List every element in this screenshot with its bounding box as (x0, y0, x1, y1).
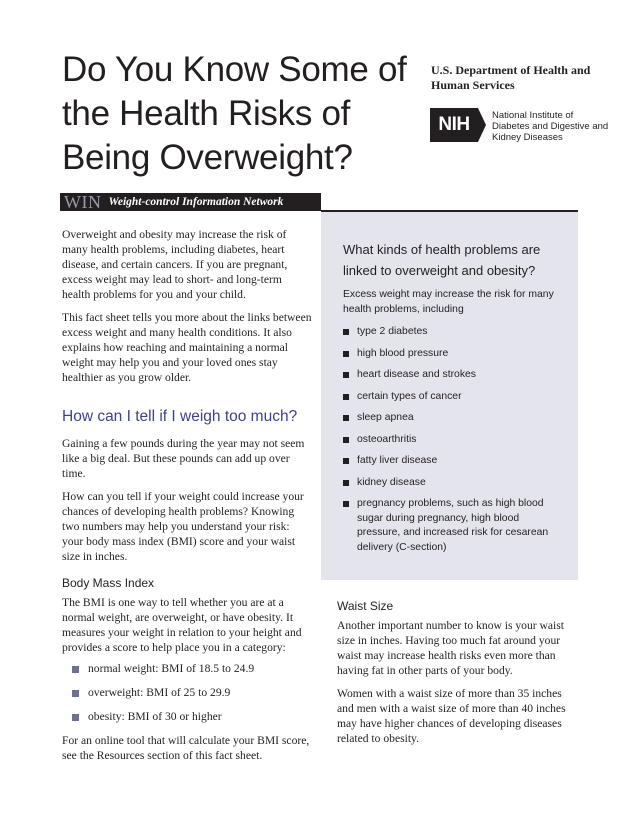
waist-paragraph-1: Another important number to know is your waist size in inches. Having too much fat around your waist may increase health risks even more than having fat in other parts of your body. (337, 619, 565, 677)
bmi-paragraph-2: For an online tool that will calculate your BMI score, see the Resources section of this fact sheet. (62, 734, 310, 762)
list-item: type 2 diabetes (343, 325, 558, 340)
intro-paragraph-1: Overweight and obesity may increase the risk of many health problems, including diabetes, heart disease, and certain cancers. If you are pregnant, excess weight may lead to short- and long-term health problems for you and your child. (62, 228, 288, 301)
list-item: heart disease and strokes (343, 368, 558, 383)
list-item: sleep apnea (343, 411, 558, 426)
list-item: pregnancy problems, such as high blood sugar during pregnancy, high blood pressure, and increased risk for cesarean delivery (C-section) (343, 497, 558, 555)
list-item: osteoarthritis (343, 433, 558, 448)
list-item: kidney disease (343, 476, 558, 491)
list-item: certain types of cancer (343, 390, 558, 405)
list-item: obesity: BMI of 30 or higher (72, 709, 312, 724)
list-item: high blood pressure (343, 347, 558, 362)
section-paragraph-1: Gaining a few pounds during the year may not seem like a big deal. But these pounds can add up over time. (62, 437, 305, 480)
right-column (337, 599, 577, 746)
waist-paragraph-2: Women with a waist size of more than 35 inches and men with a waist size of more than 40 inches may have higher chances of developing diseases related to obesity. (337, 687, 566, 745)
left-column (62, 227, 312, 763)
page-title: Do You Know Some of the Health Risks of Being Overweight? (62, 50, 407, 177)
department-name: U.S. Department of Health and Human Services (431, 63, 591, 92)
health-risk-list (343, 325, 558, 555)
win-logo: WIN (64, 192, 102, 212)
bmi-category-list (62, 661, 312, 724)
nih-logo: NIH (430, 108, 478, 142)
nih-institute-name: National Institute of Diabetes and Digestive and Kidney Diseases (492, 110, 609, 143)
box-title: What kinds of health problems are linked to overweight and obesity? (343, 242, 541, 278)
list-item: fatty liver disease (343, 454, 558, 469)
bmi-heading: Body Mass Index (62, 576, 155, 590)
win-banner (60, 193, 321, 211)
health-problems-box (321, 212, 578, 580)
box-intro: Excess weight may increase the risk for many health problems, including (343, 289, 554, 315)
list-item: normal weight: BMI of 18.5 to 24.9 (72, 661, 312, 676)
waist-size-heading: Waist Size (337, 599, 394, 613)
section-heading: How can I tell if I weigh too much? (62, 408, 298, 425)
intro-paragraph-2: This fact sheet tells you more about the links between excess weight and many health conditions. It also explains how reaching and maintaining a normal weight may help you and your loved ones stay healthier as you grow older. (62, 311, 312, 384)
nih-logo-block (430, 108, 610, 144)
bmi-paragraph-1: The BMI is one way to tell whether you are at a normal weight, are overweight, or have obesity. It measures your weight in relation to your height and provides a score to help place you in a category: (62, 596, 302, 654)
win-tagline: Weight-control Information Network (108, 196, 284, 208)
section-paragraph-2: How can you tell if your weight could increase your chances of developing health problems? Knowing two numbers may help you understand your risk: your body mass index (BMI) score and your waist size in inches. (62, 490, 304, 563)
list-item: overweight: BMI of 25 to 29.9 (72, 685, 312, 700)
